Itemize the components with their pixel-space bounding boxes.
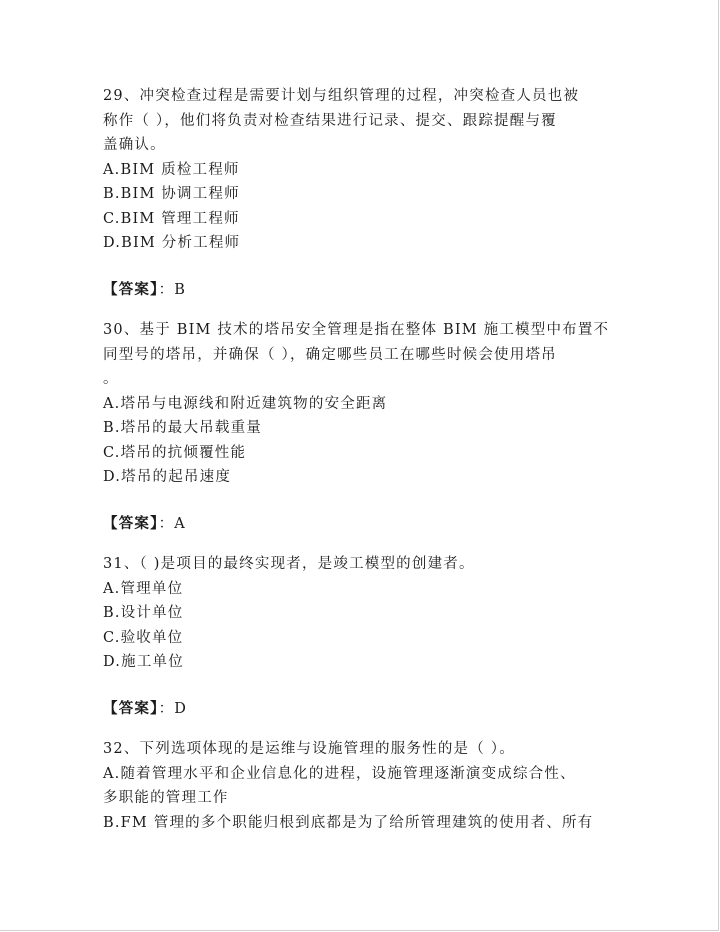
- question-stem: 30、基于 BIM 技术的塔吊安全管理是指在整体 BIM 施工模型中布置不: [103, 322, 610, 338]
- answer-value: ：B: [158, 281, 187, 298]
- question-32: [103, 737, 613, 835]
- option-a: A.管理单位: [103, 580, 184, 597]
- answer-line: [103, 697, 613, 722]
- answer-line: [103, 512, 613, 537]
- option-a: A.塔吊与电源线和附近建筑物的安全距离: [103, 395, 388, 412]
- option-a-continued: 多职能的管理工作: [103, 790, 229, 806]
- option-d: D.BIM 分析工程师: [103, 235, 241, 251]
- question-stem: 29、冲突检查过程是需要计划与组织管理的过程，冲突检查人员也被: [103, 88, 580, 104]
- option-d: D.塔吊的起吊速度: [103, 469, 232, 485]
- question-stem: 盖确认。: [103, 137, 166, 153]
- option-b: B.设计单位: [103, 605, 184, 621]
- question-stem: 32、下列选项体现的是运维与设施管理的服务性的是（ ）。: [103, 741, 515, 757]
- option-c: C.BIM 管理工程师: [103, 210, 240, 227]
- question-stem: 同型号的塔吊，并确保（ ），确定哪些员工在哪些时候会使用塔吊: [103, 346, 557, 363]
- answer-value: ：D: [158, 700, 188, 717]
- option-d: D.施工单位: [103, 654, 184, 670]
- answer-line: [103, 278, 613, 303]
- option-b: B.FM 管理的多个职能归根到底都是为了给所管理建筑的使用者、所有: [103, 814, 594, 831]
- question-stem: 称作（ ），他们将负责对检查结果进行记录、提交、跟踪提醒与覆: [103, 112, 557, 129]
- question-31: [103, 552, 613, 721]
- question-stem: 。: [103, 371, 119, 387]
- option-b: B.塔吊的最大吊载重量: [103, 420, 262, 436]
- question-30: [103, 318, 613, 536]
- question-29: [103, 84, 613, 302]
- option-a: A.随着管理水平和企业信息化的进程，设施管理逐渐演变成综合性、: [103, 765, 576, 782]
- option-b: B.BIM 协调工程师: [103, 186, 240, 202]
- option-a: A.BIM 质检工程师: [103, 161, 240, 178]
- answer-label: 【答案】: [103, 514, 159, 532]
- question-list: [103, 84, 613, 835]
- answer-value: ：A: [158, 515, 186, 532]
- answer-label: 【答案】: [103, 280, 159, 298]
- option-c: C.验收单位: [103, 629, 184, 646]
- option-c: C.塔吊的抗倾覆性能: [103, 444, 247, 461]
- answer-label: 【答案】: [103, 699, 159, 717]
- question-stem: 31、（ )是项目的最终实现者，是竣工模型的创建者。: [103, 556, 475, 572]
